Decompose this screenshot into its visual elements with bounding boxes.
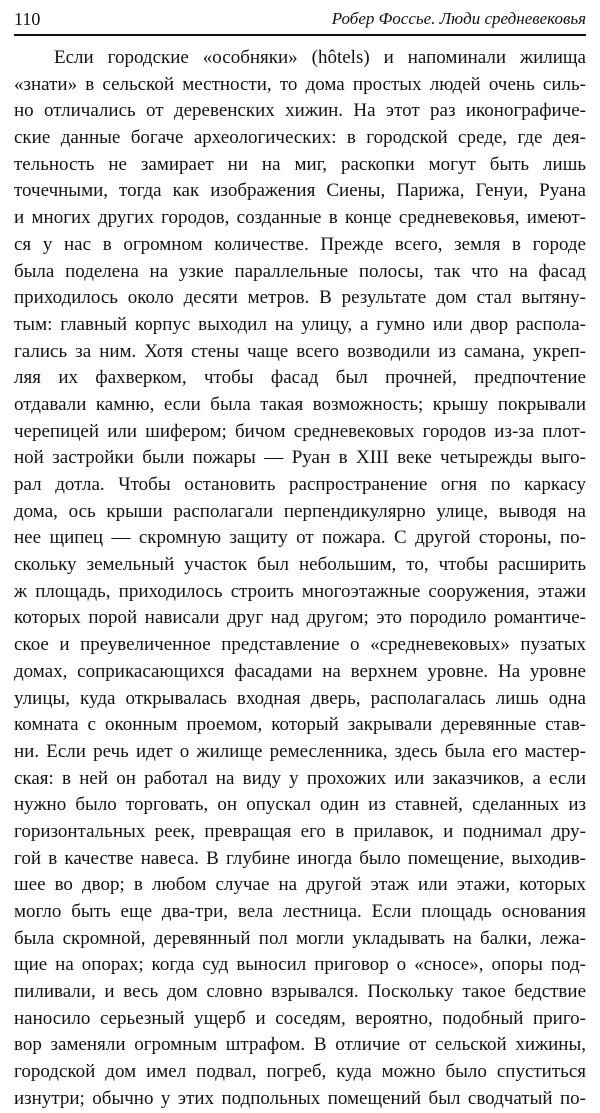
text-line: тым: главный корпус выходил на улицу, а гумно или двор распола- [14,313,586,335]
text-line: домах, соприкасающихся фасадами на верхнем уровне. На уровне [14,660,586,682]
text-line: ж площадь, приходилось строить многоэтажные сооружения, этажи [14,580,586,602]
text-line: щие на опорах; когда суд выносил приговор о «сносе», опоры под- [14,954,586,976]
text-line: была скромной, деревянный пол могли укладывать на балки, лежа- [14,927,586,949]
text-line: комната с оконным проемом, который закрывали деревянные став- [14,714,586,736]
page-header [14,8,586,32]
text-line: ляя их фахверком, чтобы фасад был прочней, предпочтение [14,367,586,389]
text-line: была поделена на узкие параллельные полосы, так что на фасад [14,260,586,282]
text-line: пиливали, и весь дом словно взрывался. Поскольку такое бедствие [14,981,586,1003]
header-rule [14,34,586,36]
text-line: шее во двор; в любом случае на другой этаж или этажи, которых [14,874,586,896]
text-line: ни. Если речь идет о жилище ремесленника, здесь была его мастер- [14,740,586,762]
text-line: отдавали камню, если была такая возможность; крышу покрывали [14,393,586,415]
text-line: нужно было торговать, он опускал один из ставней, сделанных из [14,794,586,816]
text-line: улицы, куда открывалась входная дверь, располагалась лишь одна [14,687,586,709]
text-line: вор заменяли огромным штрафом. В отличие от сельской хижины, [14,1034,586,1056]
text-line: ся у нас в огромном количестве. Прежде всего, земля в городе [14,233,586,255]
text-line: ной застройки были пожары — Руан в XIII веке четырежды выго- [14,447,586,469]
text-line: «знати» в сельской местности, то дома простых людей очень силь- [14,73,586,95]
text-line: но отличались от деревенских хижин. На этот раз иконографиче- [14,100,586,122]
text-line: могло быть еще два-три, вела лестница. Если площадь основания [14,901,586,922]
text-line: гались за ним. Хотя стены чаще всего возводили из самана, укреп- [14,340,586,362]
body-paragraph [14,45,586,1113]
text-line: черепицей или шифером; бичом средневековых городов из-за плот- [14,420,586,442]
text-line: приходилось около десяти метров. В результате дом стал вытяну- [14,287,586,309]
text-line: Если городские «особняки» (hôtels) и напоминали жилища [54,47,586,68]
text-line: изнутри; обычно у этих подпольных помещений был сводчатый по- [14,1087,586,1109]
text-line: городской дом имел подвал, погреб, куда можно было спуститься [14,1061,586,1083]
text-line: ская: в ней он работал на виду у прохожих или заказчиков, а если [14,767,586,789]
text-line: горизонтальных реек, превращая его в прилавок, и поднимал дру- [14,820,586,842]
text-line: ские данные богаче археологических: в городской среде, где дея- [14,127,586,149]
text-line: которых порой нависали друг над другом; это породило романтиче- [14,607,586,629]
text-line: точечными, тогда как изображения Сиены, Парижа, Генуи, Руана [14,180,586,202]
text-line: скольку земельный участок был небольшим, то, чтобы расширить [14,554,586,576]
book-page [14,0,586,1109]
text-line: и многих других городов, созданные в конце средневековья, имеют- [14,207,586,229]
text-line: дома, ось крыши располагали перпендикулярно улице, выводя на [14,500,586,522]
text-line: гой в качестве навеса. В глубине иногда было помещение, выходив- [14,847,586,869]
text-line: рал дотла. Чтобы остановить распространение огня по каркасу [14,474,586,495]
text-line: нее щипец — скромную защиту от пожара. С другой стороны, по- [14,527,586,549]
running-title: Робер Фоссье. Люди средневековья [331,9,586,28]
text-line: наносило серьезный ущерб и соседям, вероятно, подобный приго- [14,1007,586,1029]
page-number: 110 [14,9,41,29]
text-line: ское и преувеличенное представление о «средневековых» пузатых [14,634,586,656]
text-line: тельность не замирает ни на миг, раскопки могут быть лишь [14,153,586,175]
